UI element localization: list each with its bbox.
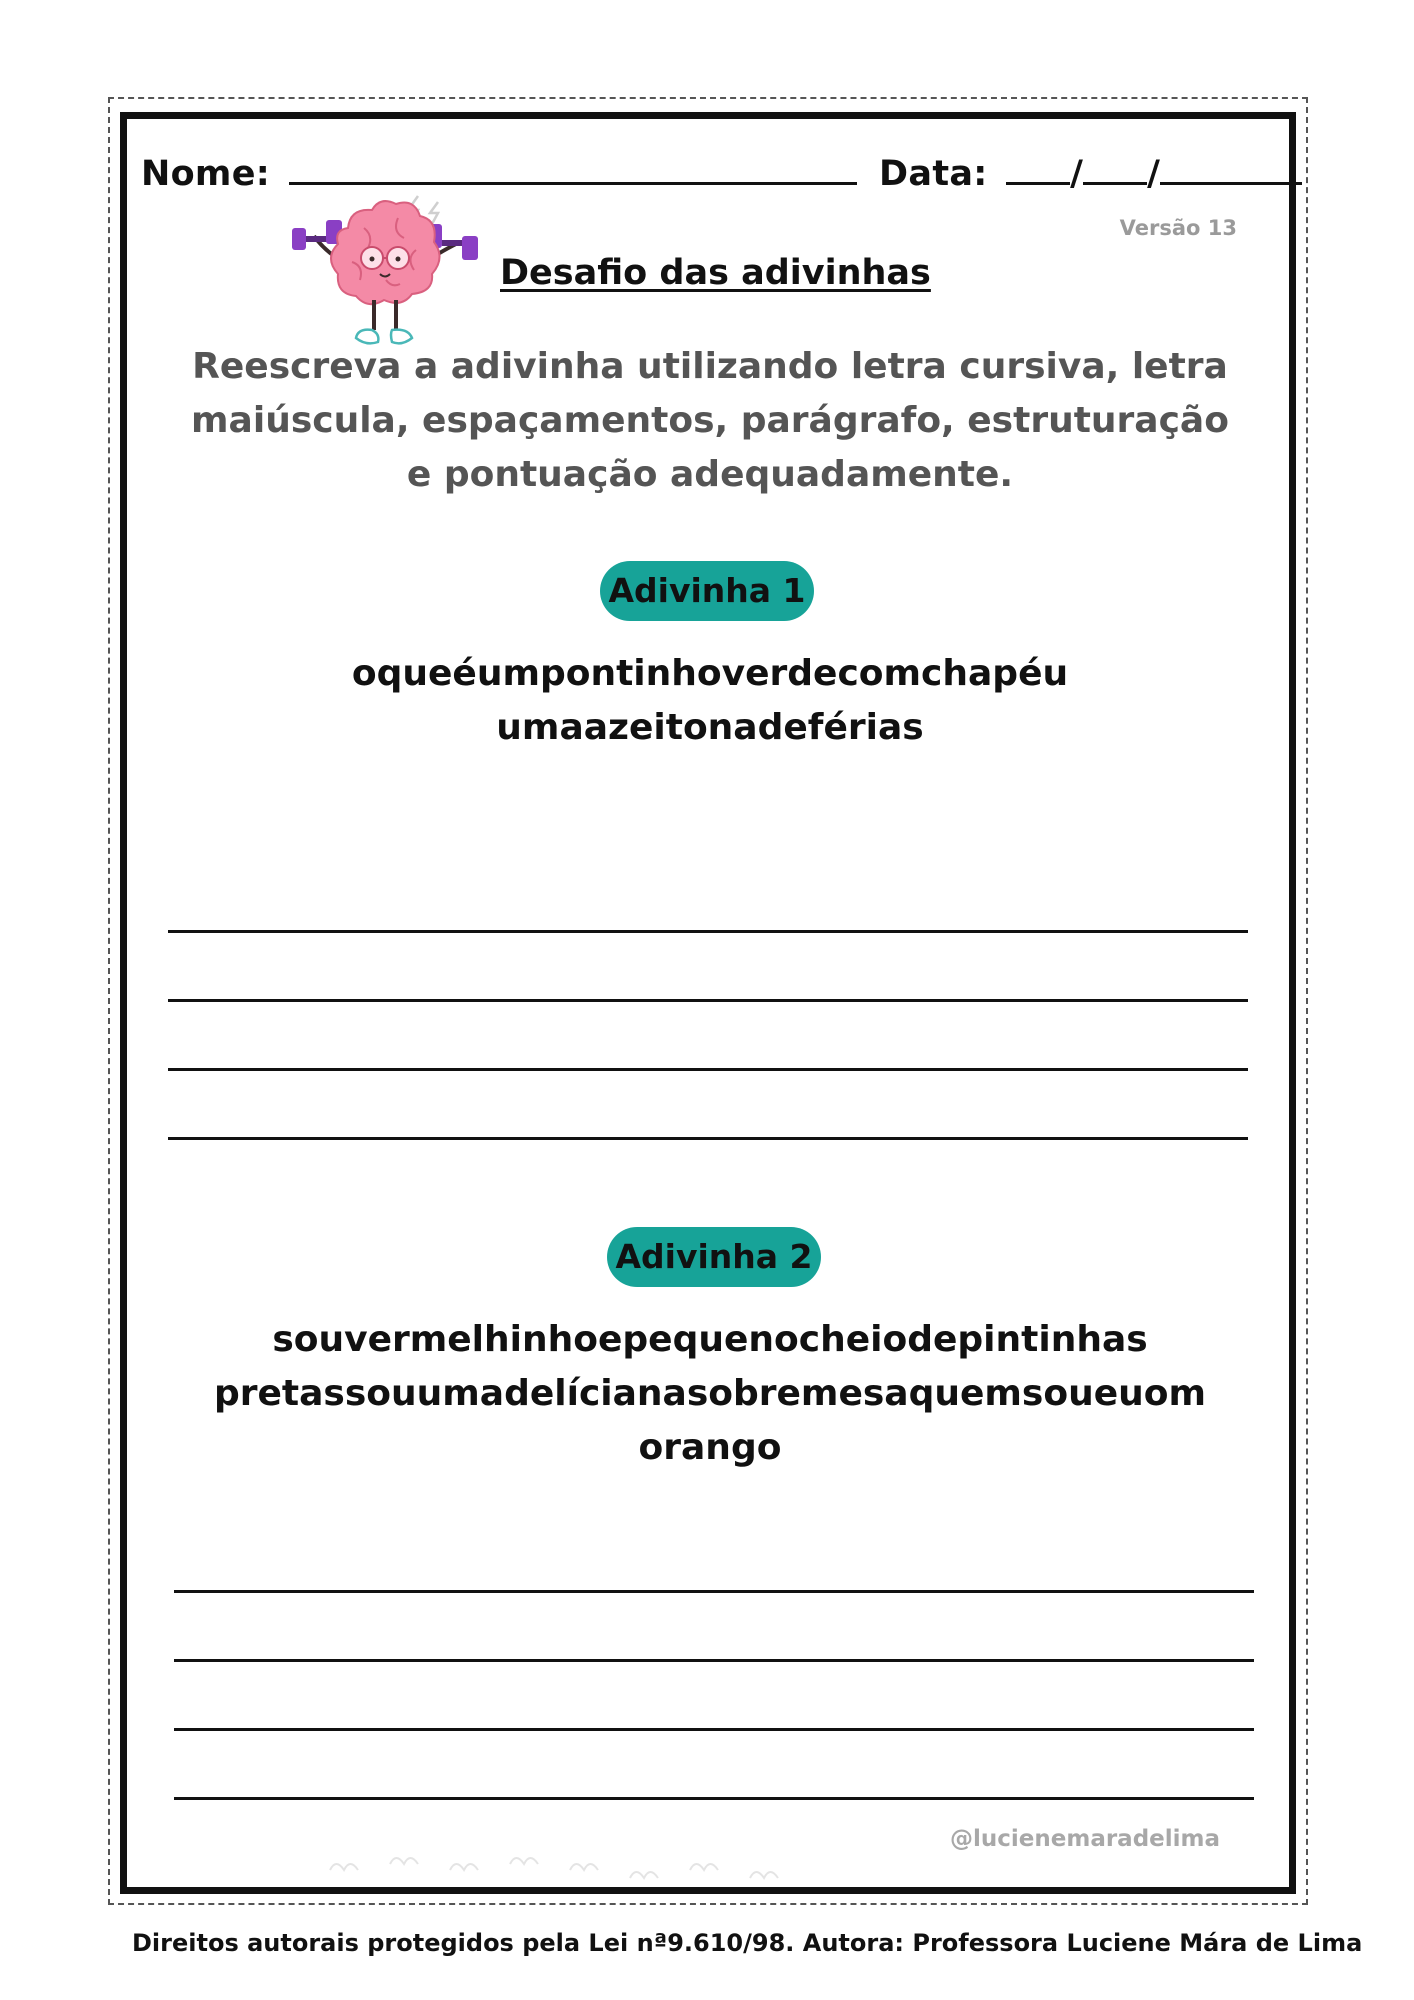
- riddle-1-badge: Adivinha 1: [600, 561, 814, 621]
- riddle-1-text: [180, 647, 1240, 755]
- date-separator: /: [1147, 154, 1161, 194]
- left-dumbbell-icon: [292, 220, 342, 250]
- brain-mascot-icon: [288, 188, 488, 350]
- writing-line[interactable]: [174, 1590, 1254, 1593]
- name-field[interactable]: [289, 150, 857, 185]
- instructions-text: Reescreva a adivinha utilizando letra cursiva, letra maiúscula, espaçamentos, parágrafo, estruturação e pontuação adequadamente.: [191, 346, 1229, 495]
- riddle-2-text: [180, 1313, 1240, 1475]
- riddle-line: oqueéumpontinhoverdecomchapéu: [351, 653, 1069, 694]
- riddle-line: souvermelhinhoepequenocheiodepintinhas: [272, 1319, 1148, 1360]
- author-handle: @lucienemaradelima: [950, 1826, 1221, 1852]
- page-title: Desafio das adivinhas: [500, 253, 931, 293]
- date-day-field[interactable]: [1006, 150, 1070, 185]
- date-month-field[interactable]: [1083, 150, 1147, 185]
- date-year-field[interactable]: [1160, 150, 1302, 185]
- riddle-2-badge: Adivinha 2: [607, 1227, 821, 1287]
- doodle-icon: [320, 1848, 820, 1888]
- date-separator: /: [1070, 154, 1084, 194]
- writing-line[interactable]: [168, 999, 1248, 1002]
- date-label: Data:: [879, 154, 988, 194]
- riddle-line: orango: [638, 1427, 782, 1468]
- name-label: Nome:: [141, 154, 271, 194]
- writing-line[interactable]: [174, 1659, 1254, 1662]
- writing-line[interactable]: [168, 930, 1248, 933]
- version-label: Versão 13: [1119, 216, 1237, 240]
- riddle-line: pretassouumadelícianasobremesaquemsoueuom: [213, 1373, 1206, 1414]
- writing-line[interactable]: [174, 1797, 1254, 1800]
- riddle-line: umaazeitonadeférias: [496, 707, 924, 748]
- writing-line[interactable]: [174, 1728, 1254, 1731]
- writing-line[interactable]: [168, 1137, 1248, 1140]
- copyright-footer: Direitos autorais protegidos pela Lei nª9.610/98. Autora: Professora Luciene Mára de Lima: [132, 1929, 1363, 1957]
- writing-line[interactable]: [168, 1068, 1248, 1071]
- spark-icon: [430, 202, 438, 224]
